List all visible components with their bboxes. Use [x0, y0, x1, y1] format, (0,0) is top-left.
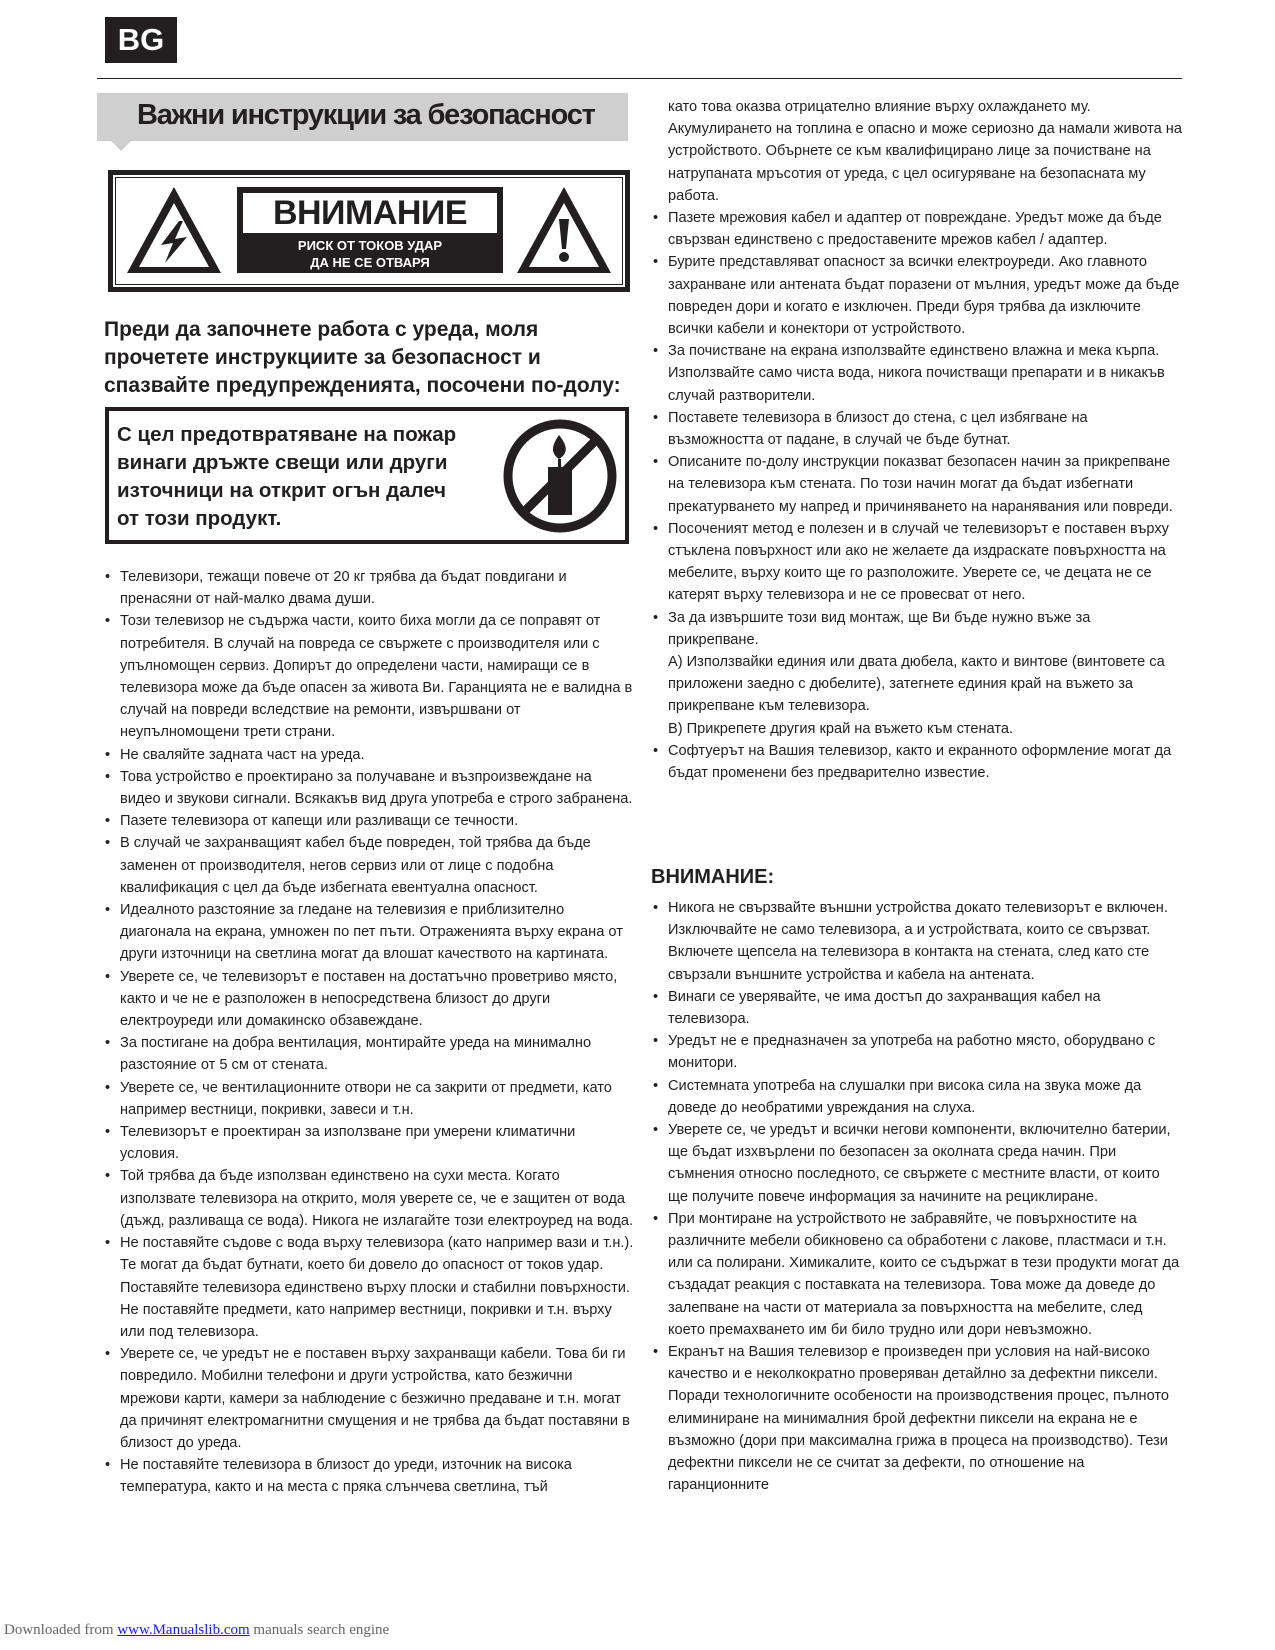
- list-item: • Уредът не е предназначен за употреба на работно място, оборудвано с монитори.: [652, 1030, 1182, 1074]
- title-notch: [111, 141, 131, 151]
- list-subitem: А) Използвайки единия или двата дюбела, както и винтове (винтовете са приложени заедно с дюбелите), затегнете единия край на въжето за прикрепване към телевизора.: [668, 654, 1165, 715]
- warning-line-2: ДА НЕ СЕ ОТВАРЯ: [310, 255, 430, 270]
- list-item: • Пазете мрежовия кабел и адаптер от повреждане. Уредът може да бъде свързван единствено с предоставените мрежов кабел / адаптер.: [652, 207, 1182, 251]
- caution-list: [652, 897, 1182, 1496]
- list-item: • Бурите представляват опасност за всички електроуреди. Ако главното захранване или антената бъдат поразени от мълния, уредът може да бъде повреден дори и когато е изключен. Преди буря трябва да изключите всички кабели и конектори от устройството.: [652, 251, 1182, 340]
- list-item: • Софтуерът на Вашия телевизор, както и екранното оформление могат да бъдат променени без предварително известие.: [652, 740, 1182, 784]
- no-open-flame-icon: [501, 417, 619, 535]
- warning-word: ВНИМАНИЕ: [243, 193, 497, 233]
- list-item: • Не поставяйте телевизора в близост до уреди, източник на висока температура, както и на места с пряка слънчева светлина, тъй: [104, 1454, 634, 1498]
- page-title: Важни инструкции за безопасност: [137, 99, 595, 131]
- list-item-continuation: като това оказва отрицателно влияние върху охлаждането му. Акумулирането на топлина е опасно и може сериозно да намали живота на устройството. Обърнете се към квалифицирано лице за почистване на натрупаната мръсотия от уреда, с цел осигуряване на безопасната му работа.: [668, 99, 1182, 204]
- warning-label: [237, 187, 503, 273]
- list-item: • Това устройство е проектирано за получаване и възпроизвеждане на видео и звукови сигнали. Всякакъв вид друга употреба е строго забранена.: [104, 766, 634, 810]
- list-item: • Не поставяйте съдове с вода върху телевизора (като например вази и т.н.). Те могат да бъдат бутнати, което би довело до опасност от токов удар. Поставяйте телевизора единствено върху плоски и стабилни повърхности. Не поставяйте предмети, като например вестници, покривки и т.н. върху или под телевизора.: [104, 1232, 634, 1343]
- manualslib-link[interactable]: www.Manualslib.com: [117, 1622, 250, 1638]
- list-item: • Екранът на Вашия телевизор е произведен при условия на най-високо качество и е неколкократно проверяван детайлно за дефектни пиксели. Поради технологичните особености на производствения процес, пълното елиминиране на минималния брой дефектни пиксели на екрана не е възможно (дори при максимална грижа в процеса на производство). Тези дефектни пиксели не се считат за дефекти, по отношение на гаранционните: [652, 1341, 1182, 1496]
- list-item: • Този телевизор не съдържа части, които биха могли да се поправят от потребителя. В случай на повреда се свържете с производителя или с упълномощен сервиз. Допирът до определени части, намиращи се в телевизора може да бъде опасен за живота Ви. Гаранцията не е валидна в случай на повреди вследствие на ремонти, извършвани от неупълномощени трети страни.: [104, 610, 634, 743]
- footer-suffix: manuals search engine: [249, 1622, 390, 1638]
- exclamation-warning-icon: [513, 183, 615, 277]
- page-title-box: [97, 93, 628, 141]
- list-item: • Не сваляйте задната част на уреда.: [104, 744, 634, 766]
- list-item: • Уверете се, че уредът не е поставен върху захранващи кабели. Това би ги повредило. Мобилни телефони и други устройства, като безжични мрежови карти, камери за наблюдение с безжично предаване и т.н. могат да причинят електромагнитни смущения и не трябва да бъдат поставяни в близост до уреда.: [104, 1343, 634, 1454]
- header-rule: [97, 78, 1182, 79]
- list-subitem: В) Прикрепете другия край на въжето към стената.: [668, 720, 1014, 737]
- intro-text: Преди да започнете работа с уреда, моля прочетете инструкциите за безопасност и спазвайте предупрежденията, посочени по-долу:: [104, 318, 621, 397]
- caution-heading: ВНИМАНИЕ:: [651, 866, 775, 888]
- list-item: • Винаги се уверявайте, че има достъп до захранващия кабел на телевизора.: [652, 986, 1182, 1030]
- list-item: • Той трябва да бъде използван единствено на сухи места. Когато използвате телевизора на открито, моля уверете се, че е защитен от вода (дъжд, разливаща се вода). Никога не излагайте този електроуред на вода.: [104, 1165, 634, 1232]
- language-badge: BG: [105, 17, 177, 63]
- list-item: • Никога не свързвайте външни устройства докато телевизорът е включен. Изключвайте не само телевизора, а и устройствата, които се свързват. Включете щепсела на телевизора в контакта на стената, след като сте свързали външните устройства и кабела на антената.: [652, 897, 1182, 986]
- left-safety-list: [104, 566, 634, 1499]
- footer-prefix: Downloaded from: [4, 1622, 118, 1638]
- list-item: • Пазете телевизора от капещи или разливащи се течности.: [104, 810, 634, 832]
- list-item: • В случай че захранващият кабел бъде повреден, той трябва да бъде заменен от производителя, негов сервиз или от лице с подобна квалификация с цел да бъде избегната евентуална опасност.: [104, 832, 634, 899]
- list-item: • Идеалното разстояние за гледане на телевизия е приблизително диагонала на екрана, умножен по пет пъти. Отраженията върху екрана от други източници на светлина могат да влошат качеството на картината.: [104, 899, 634, 966]
- fire-safety-text: С цел предотвратяване на пожар винаги дръжте свещи или други източници на открит огън далеч от този продукт.: [117, 423, 457, 530]
- electric-shock-warning-banner: [108, 170, 630, 292]
- list-item: • Описаните по-долу инструкции показват безопасен начин за прикрепване на телевизора към стената. По този начин могат да бъдат избегнати прекатурването му напред и причиняването на наранявания или повреди.: [652, 451, 1182, 518]
- list-item: • Системната употреба на слушалки при висока сила на звука може да доведе до необратими увреждания на слуха.: [652, 1075, 1182, 1119]
- download-footer: [4, 1622, 389, 1639]
- right-safety-list: [652, 96, 1182, 784]
- list-item: • Уверете се, че уредът и всички негови компоненти, включително батерии, ще бъдат изхвърлени по безопасен за околната среда начин. При съмнения относно последното, се свържете с местните власти, от които ще получите повече информация за начините на рециклиране.: [652, 1119, 1182, 1208]
- lightning-warning-icon: [123, 183, 225, 277]
- list-item: • За постигане на добра вентилация, монтирайте уреда на минимално разстояние от 5 см от стената.: [104, 1032, 634, 1076]
- warning-line-1: РИСК ОТ ТОКОВ УДАР: [297, 238, 443, 253]
- list-item: • Уверете се, че вентилационните отвори не са закрити от предмети, като например вестници, покривки, завеси и т.н.: [104, 1077, 634, 1121]
- list-item: • Посоченият метод е полезен и в случай че телевизорът е поставен върху стъклена повърхност или ако не желаете да издраскате повърхността на мебелите, върху които ще го разположите. Уверете се, че децата не се катерят върху телевизора и не се провесват от него.: [652, 518, 1182, 607]
- list-item: • Поставете телевизора в близост до стена, с цел избягване на възможността от падане, в случай че бъде бутнат.: [652, 407, 1182, 451]
- list-item: • При монтиране на устройството не забравяйте, че повърхностите на различните мебели обикновено са обработени с лакове, пластмаси и т.н. или са полирани. Химикалите, които се съдържат в тези продукти могат да създадат реакция с поставката на телевизора. Това може да доведе до залепване на части от материала за повърхността на мебелите, след което премахването им би било трудно или дори невъзможно.: [652, 1208, 1182, 1341]
- list-item: • Телевизори, тежащи повече от 20 кг трябва да бъдат повдигани и пренасяни от най-малко двама души.: [104, 566, 634, 610]
- list-item: • За почистване на екрана използвайте единствено влажна и мека кърпа. Използвайте само чиста вода, никога почистващи препарати и в никакъв случай разтворители.: [652, 340, 1182, 407]
- fire-safety-notice: [105, 407, 629, 544]
- list-item: • Уверете се, че телевизорът е поставен на достатъчно проветриво място, както и че не е разположен в непосредствена близост до други електроуреди или домакинско обзавеждане.: [104, 966, 634, 1033]
- list-item: • За да извършите този вид монтаж, ще Ви бъде нужно въже за прикрепване.: [652, 607, 1182, 651]
- warning-subtext: [237, 237, 503, 271]
- list-item: • Телевизорът е проектиран за използване при умерени климатични условия.: [104, 1121, 634, 1165]
